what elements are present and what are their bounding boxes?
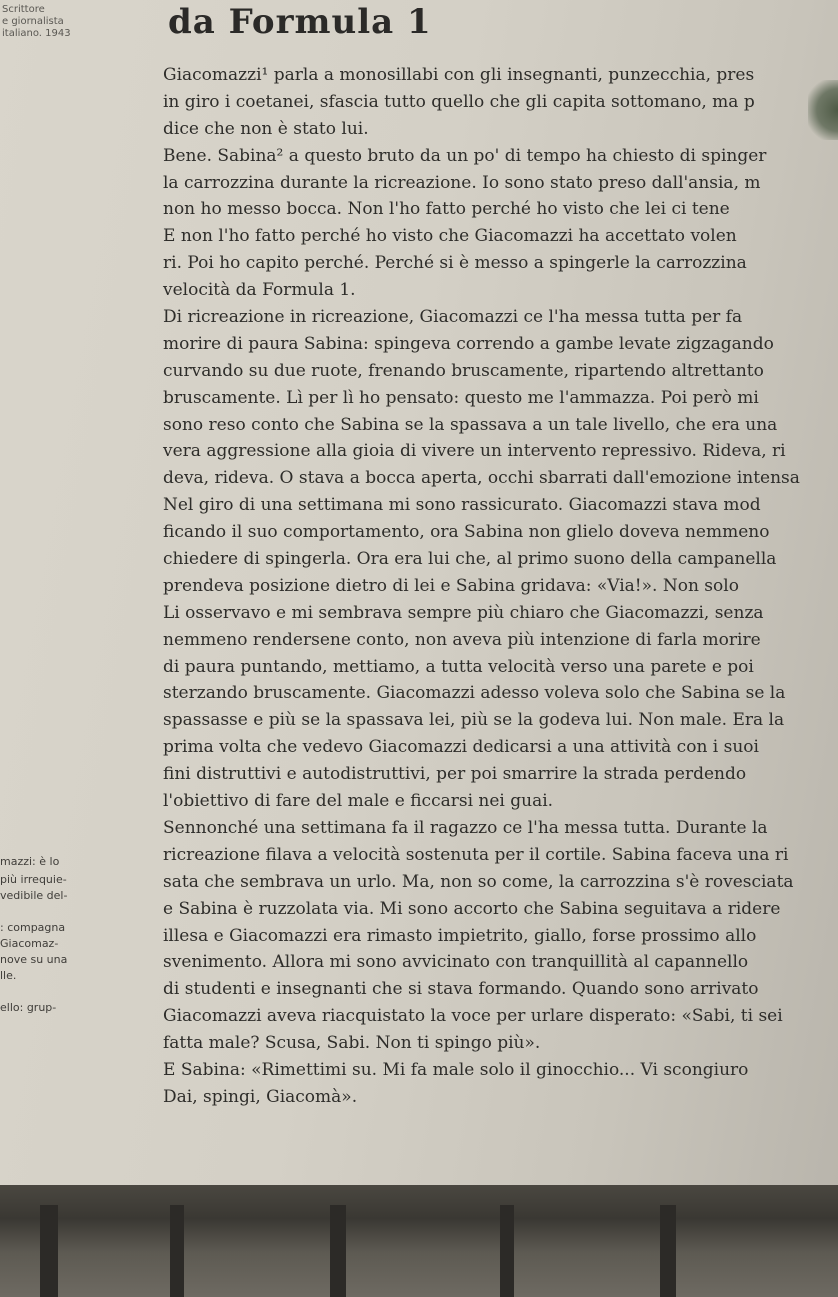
text-line: non ho messo bocca. Non l'ho fatto perché ho visto che lei ci tene: [163, 199, 730, 220]
chapter-title: da Formula 1: [168, 2, 432, 42]
text-line: e Sabina è ruzzolata via. Mi sono accorto che Sabina seguitava a ridere: [163, 898, 781, 919]
text-line: morire di paura Sabina: spingeva correndo a gambe levate zigzagando: [163, 333, 774, 354]
text-line: in giro i coetanei, sfascia tutto quello che gli capita sottomano, ma p: [163, 91, 755, 112]
text-line: ri. Poi ho capito perché. Perché si è messo a spingerle la carrozzina: [163, 253, 747, 274]
margin-note-line: mazzi: è lo: [0, 855, 60, 868]
text-line: sterzando bruscamente. Giacomazzi adesso voleva solo che Sabina se la: [163, 683, 786, 704]
text-line: Giacomazzi¹ parla a monosillabi con gli insegnanti, punzecchia, pres: [163, 65, 755, 85]
text-line: svenimento. Allora mi sono avvicinato con tranquillità al capannello: [163, 952, 749, 973]
text-line: Sennonché una settimana fa il ragazzo ce l'ha messa tutta. Durante la: [163, 817, 768, 838]
text-line: ficando il suo comportamento, ora Sabina non glielo doveva nemmeno: [163, 522, 770, 543]
text-line: ricreazione filava a velocità sostenuta per il cortile. Sabina faceva una ri: [163, 844, 789, 865]
text-line: spassasse e più se la spassava lei, più se la godeva lui. Non male. Era la: [163, 710, 785, 731]
text-line: vera aggressione alla gioia di vivere un intervento repressivo. Rideva, ri: [163, 441, 786, 462]
margin-note-line: nove su una: [0, 953, 68, 966]
text-line: Giacomazzi aveva riacquistato la voce per urlare disperato: «Sabi, ti sei: [163, 1006, 783, 1027]
text-line: illesa e Giacomazzi era rimasto impietrito, giallo, forse prossimo allo: [163, 925, 757, 946]
desk-stripe: [500, 1205, 514, 1297]
text-line: la carrozzina durante la ricreazione. Io sono stato preso dall'ansia, m: [163, 172, 761, 193]
author-margin-note: [2, 4, 71, 40]
text-line: fatta male? Scusa, Sabi. Non ti spingo più».: [163, 1033, 541, 1054]
margin-note-line: vedibile del-: [0, 889, 68, 902]
desk-stripe: [660, 1205, 676, 1297]
text-line: dice che non è stato lui.: [163, 118, 369, 139]
desk-surface: [0, 1185, 838, 1297]
author-role-line-2: e giornalista: [2, 16, 64, 27]
story-text: [163, 62, 838, 1111]
margin-note-line: lle.: [0, 969, 17, 982]
text-line: l'obiettivo di fare del male e ficcarsi nei guai.: [163, 791, 554, 812]
margin-note-line: Giacomaz-: [0, 937, 59, 950]
desk-stripe: [40, 1205, 58, 1297]
glossary-margin-notes: [0, 854, 110, 1016]
text-line: di studenti e insegnanti che si stava formando. Quando sono arrivato: [163, 979, 759, 1000]
text-line: prima volta che vedevo Giacomazzi dedicarsi a una attività con i suoi: [163, 737, 759, 758]
text-line: nemmeno rendersene conto, non aveva più intenzione di farla morire: [163, 629, 761, 650]
desk-stripe: [170, 1205, 184, 1297]
text-line: prendeva posizione dietro di lei e Sabina gridava: «Via!». Non solo: [163, 575, 739, 596]
text-line: sono reso conto che Sabina se la spassava a un tale livello, che era una: [163, 414, 778, 435]
text-line: Li osservavo e mi sembrava sempre più chiaro che Giacomazzi, senza: [163, 602, 764, 623]
margin-note-line: ello: grup-: [0, 1001, 57, 1014]
text-line: fini distruttivi e autodistruttivi, per poi smarrire la strada perdendo: [163, 764, 747, 785]
text-line: Dai, spingi, Giacomà».: [163, 1086, 358, 1107]
text-line: Bene. Sabina² a questo bruto da un po' di tempo ha chiesto di spinger: [163, 145, 767, 166]
text-line: bruscamente. Lì per lì ho pensato: questo me l'ammazza. Poi però mi: [163, 387, 759, 408]
text-line: velocità da Formula 1.: [163, 280, 356, 301]
text-line: Di ricreazione in ricreazione, Giacomazzi ce l'ha messa tutta per fa: [163, 307, 743, 328]
desk-stripe: [330, 1205, 346, 1297]
text-line: di paura puntando, mettiamo, a tutta velocità verso una parete e poi: [163, 656, 754, 677]
margin-note-line: più irrequie-: [0, 873, 67, 886]
text-line: E Sabina: «Rimettimi su. Mi fa male solo il ginocchio... Vi scongiuro: [163, 1059, 749, 1080]
author-role-line-1: Scrittore: [2, 4, 45, 15]
author-role-line-3: italiano. 1943: [2, 28, 71, 39]
text-line: Nel giro di una settimana mi sono rassicurato. Giacomazzi stava mod: [163, 495, 761, 516]
text-line: curvando su due ruote, frenando bruscamente, ripartendo altrettanto: [163, 360, 764, 381]
margin-note-line: [0, 984, 110, 1000]
text-line: sata che sembrava un urlo. Ma, non so come, la carrozzina s'è rovesciata: [163, 871, 794, 892]
margin-note-line: [0, 904, 110, 920]
text-line: deva, rideva. O stava a bocca aperta, occhi sbarrati dall'emozione intensa: [163, 468, 800, 489]
margin-note-line: : compagna: [0, 921, 66, 934]
text-line: chiedere di spingerla. Ora era lui che, al primo suono della campanella: [163, 549, 777, 570]
text-line: E non l'ho fatto perché ho visto che Giacomazzi ha accettato volen: [163, 226, 737, 247]
